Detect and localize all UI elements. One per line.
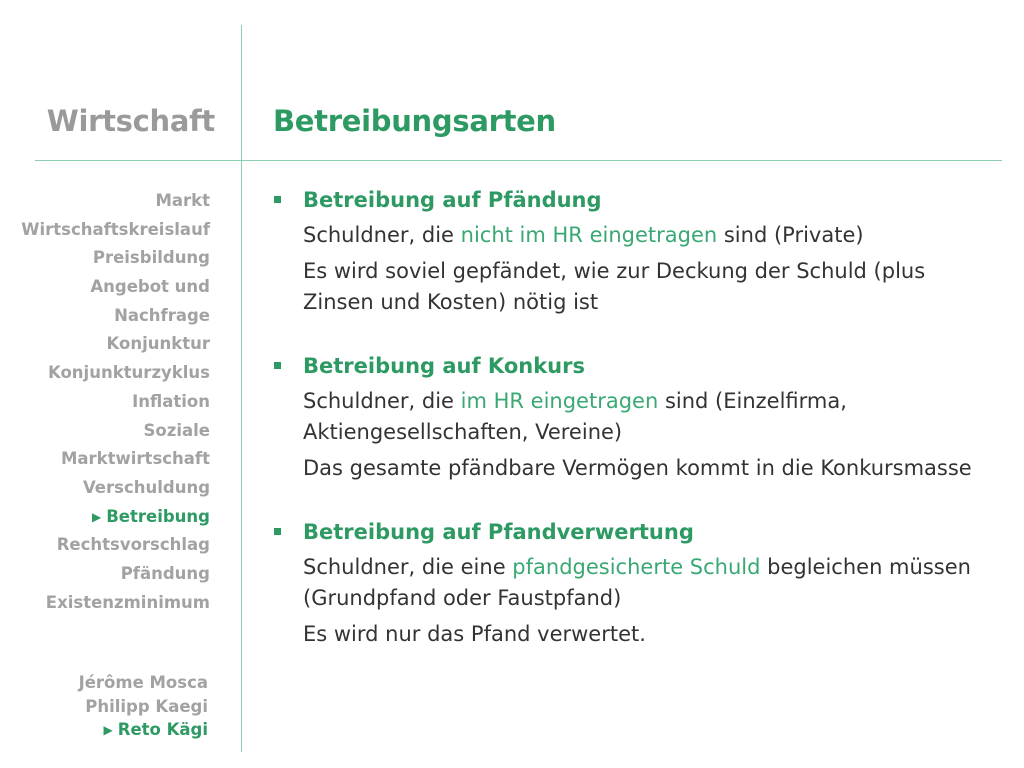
sidebar-item-preisbildung[interactable]: Preisbildung — [92, 248, 210, 268]
sidebar-item-rechtsvorschlag[interactable]: Rechtsvorschlag — [56, 535, 210, 555]
highlight-text: nicht im HR eingetragen — [460, 223, 718, 247]
sidebar-item-betreibung[interactable]: ▶ Betreibung — [0, 503, 210, 532]
sidebar-nav — [0, 187, 210, 617]
bullet-section — [273, 351, 993, 484]
bullet-paragraph: Schuldner, die im HR eingetragen sind (Einzelfirma, Aktiengesellschaften, Vereine) — [303, 389, 847, 444]
bullet-heading: Betreibung auf Pfändung — [273, 185, 993, 215]
bullet-heading: Betreibung auf Pfandverwertung — [273, 517, 993, 547]
page-title: Betreibungsarten — [273, 104, 556, 138]
bullet-paragraph: Schuldner, die eine pfandgesicherte Schuld begleichen müssen (Grundpfand oder Faustpfand) — [303, 555, 971, 610]
bullet-heading: Betreibung auf Konkurs — [273, 351, 993, 381]
sidebar-item-inflation[interactable]: Inflation — [132, 391, 210, 411]
bullet-paragraph: Das gesamte pfändbare Vermögen kommt in die Konkursmasse — [303, 456, 972, 480]
bullet-paragraph: Es wird nur das Pfand verwertet. — [303, 622, 646, 646]
bullet-paragraph: Schuldner, die nicht im HR eingetragen sind (Private) — [303, 223, 864, 247]
sidebar-item-konjunktur[interactable]: Konjunktur — [106, 334, 210, 354]
sidebar-item-markt[interactable]: Markt — [155, 191, 210, 210]
square-bullet-icon — [274, 362, 281, 369]
square-bullet-icon — [274, 528, 281, 535]
sidebar-item-wirtschaftskreislauf[interactable]: Wirtschaftskreislauf — [21, 219, 210, 239]
bullet-paragraph: Es wird soviel gepfändet, wie zur Deckung der Schuld (plus Zinsen und Kosten) nötig ist — [303, 259, 926, 314]
square-bullet-icon — [274, 196, 281, 203]
vertical-divider — [241, 25, 242, 752]
horizontal-divider — [35, 160, 1002, 161]
sidebar-item-soziale[interactable]: Soziale — [143, 420, 210, 440]
author-list — [0, 671, 208, 742]
sidebar-item-pfaendung[interactable]: Pfändung — [120, 563, 210, 583]
sidebar-item-marktwirtschaft[interactable]: Marktwirtschaft — [60, 449, 210, 469]
author-item: Philipp Kaegi — [85, 696, 208, 716]
slide-content — [273, 185, 993, 683]
author-item-active: ▶ Reto Kägi — [0, 718, 208, 742]
triangle-right-icon: ▶ — [103, 723, 113, 737]
sidebar-item-konjunkturzyklus[interactable]: Konjunkturzyklus — [47, 363, 210, 383]
bullet-section — [273, 185, 993, 318]
sidebar-item-verschuldung[interactable]: Verschuldung — [82, 477, 210, 497]
bullet-section — [273, 517, 993, 650]
sidebar-item-existenzminimum[interactable]: Existenzminimum — [45, 592, 210, 612]
highlight-text: pfandgesicherte Schuld — [512, 555, 761, 579]
section-title: Wirtschaft — [46, 104, 215, 138]
triangle-right-icon: ▶ — [92, 509, 102, 524]
highlight-text: im HR eingetragen — [460, 389, 659, 413]
sidebar-item-nachfrage[interactable]: Nachfrage — [114, 305, 210, 325]
author-item: Jérôme Mosca — [78, 673, 208, 692]
sidebar-item-angebot-und[interactable]: Angebot und — [90, 277, 210, 297]
